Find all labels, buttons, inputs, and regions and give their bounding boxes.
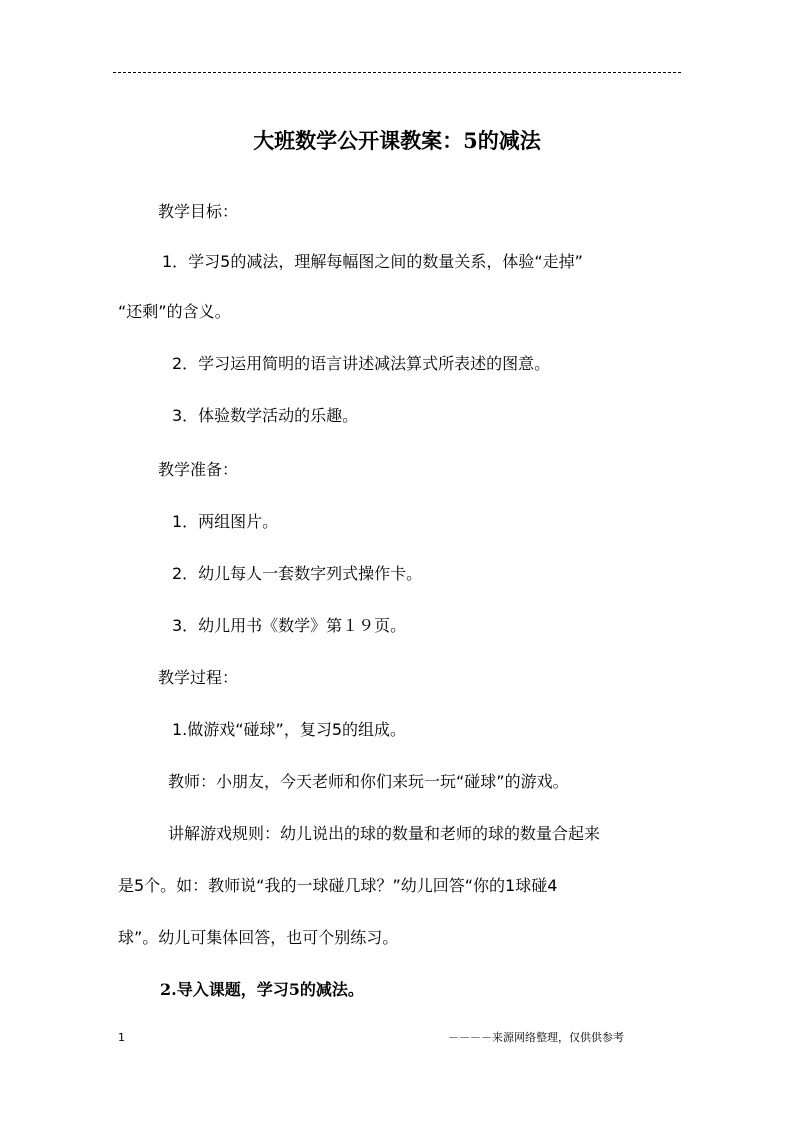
preparation-item-3: 3．幼儿用书《数学》第１９页。 [172, 616, 407, 635]
game-rules: 讲解游戏规则：幼儿说出的球的数量和老师的球的数量合起来 [168, 824, 601, 843]
preparation-item-2: 2．幼儿每人一套数字列式操作卡。 [172, 564, 423, 583]
footer-page-number: 1 [118, 1031, 125, 1044]
section-heading-objectives: 教学目标： [158, 202, 239, 221]
process-step-2: 2.导入课题，学习5的减法。 [160, 980, 364, 999]
section-heading-process: 教学过程： [158, 668, 239, 687]
objective-item-1-continued: “还剩”的含义。 [118, 302, 231, 321]
objective-item-1: 1．学习5的减法，理解每幅图之间的数量关系，体验“走掉” [162, 252, 583, 271]
header-dashed-rule [113, 72, 681, 73]
objective-item-3: 3．体验数学活动的乐趣。 [172, 406, 359, 425]
objective-item-2: 2．学习运用简明的语言讲述减法算式所表述的图意。 [172, 354, 551, 373]
teacher-dialogue: 教师：小朋友，今天老师和你们来玩一玩“碰球”的游戏。 [168, 772, 569, 791]
process-step-1: 1.做游戏“碰球”，复习5的组成。 [172, 720, 407, 739]
game-rules-continued-1: 是5个。如：教师说“我的一球碰几球？”幼儿回答“你的1球碰4 [118, 876, 558, 895]
preparation-item-1: 1．两组图片。 [172, 512, 279, 531]
game-rules-continued-2: 球”。幼儿可集体回答，也可个别练习。 [118, 928, 399, 947]
section-heading-preparation: 教学准备： [158, 460, 239, 479]
document-title: 大班数学公开课教案：5的减法 [253, 128, 541, 153]
footer-source-note: －－－－来源网络整理，仅供供参考 [448, 1031, 624, 1044]
